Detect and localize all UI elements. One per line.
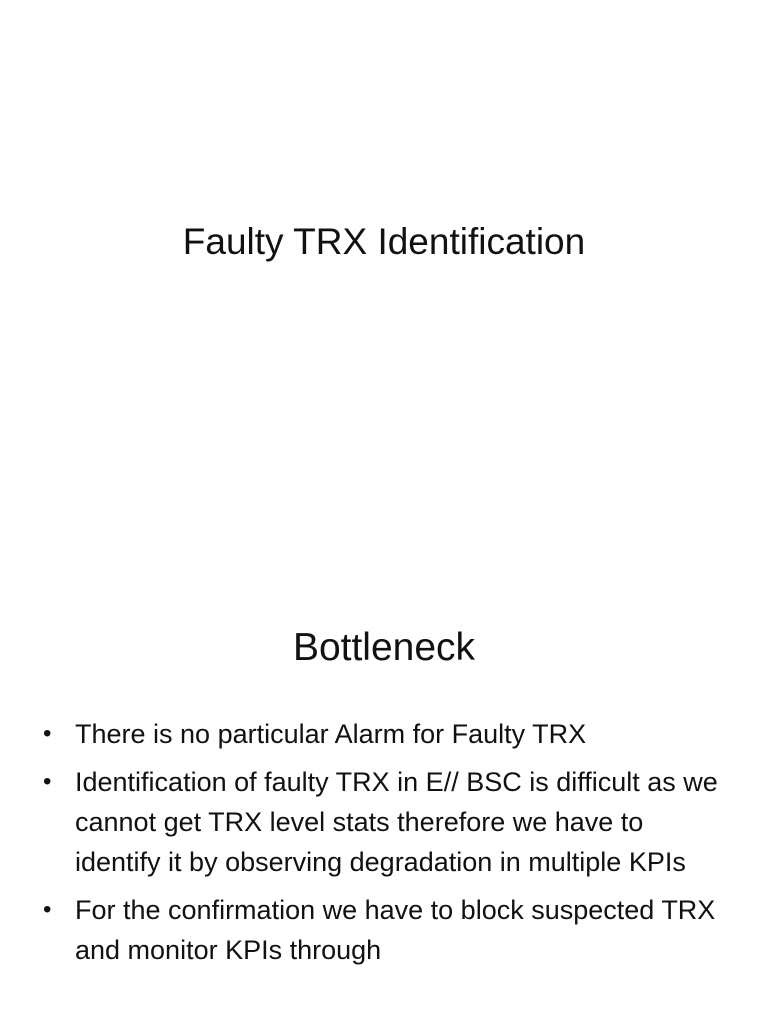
bullet-item xyxy=(40,890,720,970)
bullet-dot-icon: • xyxy=(43,896,52,923)
bullet-text: Identification of faulty TRX in E// BSC is difficult as we cannot get TRX level stats therefore we have to identify it by observing degradation in multiple KPIs xyxy=(75,767,718,877)
bullet-list xyxy=(40,714,720,978)
bullet-dot-icon: • xyxy=(43,720,52,747)
slide-heading: Bottleneck xyxy=(292,626,476,669)
bullet-item xyxy=(40,762,720,882)
content-slide xyxy=(0,576,768,1024)
bullet-item xyxy=(40,714,720,754)
bullet-text: For the confirmation we have to block suspected TRX and monitor KPIs through xyxy=(75,895,716,965)
bullet-dot-icon: • xyxy=(43,768,52,795)
slide-title: Faulty TRX Identification xyxy=(182,221,586,262)
bullet-text: There is no particular Alarm for Faulty TRX xyxy=(75,719,587,749)
